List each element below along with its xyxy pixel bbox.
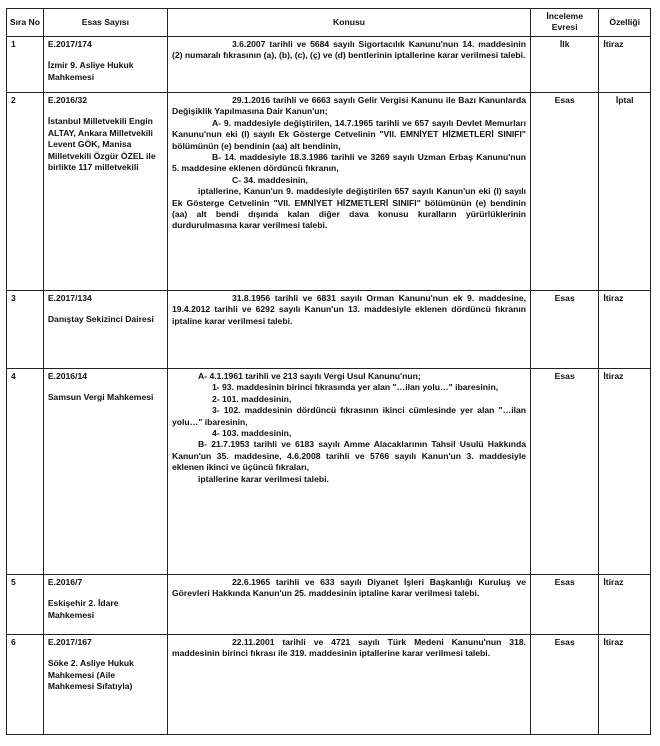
konu-text: 4- 103. maddesinin, [211,427,292,438]
evre-cell: Esas [531,290,599,368]
col-ozelligi: Özelliği [599,9,651,37]
konu-text: B- 21.7.1953 tarihli ve 6183 sayılı Amme Alacaklarının Tahsil Usulü Hakkında Kanun'un 35. maddesine, 4.6.2008 tarihli ve 5766 sayılı Kanun'un 3. maddesiyle eklenen ikinci ve üçüncü fıkraları, [171,439,527,473]
ozellik-cell: İtiraz [599,290,651,368]
row-number: 5 [7,574,44,634]
ozellik-cell: İtiraz [599,634,651,734]
konu-text: 22.6.1965 tarihli ve 633 sayılı Diyanet İşleri Başkanlığı Kuruluş ve Görevleri Hakkında Kanun'un 25. maddesinin iptaline karar verilmesi talebi. [171,576,527,599]
konu-text: iptallerine karar verilmesi talebi. [197,473,329,484]
row-number: 1 [7,36,44,92]
table-row [7,290,651,368]
konu-text: 29.1.2016 tarihli ve 6663 sayılı Gelir Vergisi Kanunu ile Bazı Kanunlarda Değişiklik Yapılmasına Dair Kanun'un; [171,94,527,117]
row-number: 3 [7,290,44,368]
esas-number: E.2017/174 [47,38,92,49]
ozellik-cell: İptal [599,92,651,290]
esas-cell [43,92,167,290]
applicant-court: Samsun Vergi Mahkemesi [47,392,154,403]
esas-number: E.2016/32 [47,94,88,105]
konu-text: 3.6.2007 tarihli ve 5684 sayılı Sigortacılık Kanunu'nun 14. maddesinin (2) numaralı fıkrasının (a), (b), (c), (ç) ve (d) bentlerinin iptallerine karar verilmesi talebi. [171,38,527,61]
applicant-court: Danıştay Sekizinci Dairesi [47,314,154,325]
konu-text: B- 14. maddesiyle 18.3.1986 tarihli ve 3269 sayılı Uzman Erbaş Kanunu'nun 5. maddesine eklenen dördüncü fıkranın, [171,151,527,174]
esas-number: E.2017/167 [47,636,92,647]
konu-cell [167,574,530,634]
evre-cell: Esas [531,368,599,574]
esas-cell [43,574,167,634]
esas-number: E.2016/7 [47,576,83,587]
row-number: 2 [7,92,44,290]
konu-cell [167,290,530,368]
col-konusu: Konusu [167,9,530,37]
evre-cell: Esas [531,634,599,734]
applicant-court: İzmir 9. Asliye Hukuk Mahkemesi [47,60,134,82]
ozellik-cell: İtiraz [599,368,651,574]
row-number: 4 [7,368,44,574]
ozellik-cell: İtiraz [599,36,651,92]
konu-cell [167,368,530,574]
esas-cell [43,36,167,92]
konu-text: A- 9. maddesiyle değiştirilen, 14.7.1965 tarihli ve 657 sayılı Devlet Memurları Kanunu'nun eki (I) sayılı Ek Gösterge Cetvelinin "VII. EMNİYET HİZMETLERİ SINIFI" bölümünün (e) bendinin (aa) alt bendinin, [171,117,527,151]
applicant-court: İstanbul Milletvekili Engin ALTAY, Ankara Milletvekili Levent GÖK, Manisa Milletvekili Özgür ÖZEL ile birlikte 117 milletvekili [47,116,156,172]
konu-text: A- 4.1.1961 tarihli ve 213 sayılı Vergi Usul Kanunu'nun; [197,370,421,381]
esas-cell [43,368,167,574]
col-esas-sayisi: Esas Sayısı [43,9,167,37]
konu-text: C- 34. maddesinin, [231,174,308,185]
col-sira-no: Sıra No [7,9,44,37]
esas-cell [43,290,167,368]
esas-number: E.2016/14 [47,370,88,381]
table-row [7,36,651,92]
applicant-court: Söke 2. Asliye Hukuk Mahkemesi (Aile Mahkemesi Sıfatıyla) [47,658,134,692]
table-row [7,368,651,574]
konu-cell [167,92,530,290]
esas-cell [43,634,167,734]
ozellik-cell: İtiraz [599,574,651,634]
konu-text: 31.8.1956 tarihli ve 6831 sayılı Orman Kanunu'nun ek 9. maddesine, 19.4.2012 tarihli ve 6292 sayılı Kanun'un 13. maddesiyle eklenen dördüncü fıkranın iptaline karar verilmesi talebi. [171,292,527,326]
esas-number: E.2017/134 [47,292,92,303]
table-row [7,92,651,290]
konu-cell [167,634,530,734]
konu-text: 1- 93. maddesinin birinci fıkrasında yer alan "…ilan yolu…" ibaresinin, [211,382,499,393]
table-row [7,574,651,634]
konu-text: iptallerine, Kanun'un 9. maddesiyle değiştirilen 657 sayılı Kanun'un eki (I) sayılı Ek Gösterge Cetvelinin "VII. EMNİYET HİZMETLERİ SINIFI" bölümünün (e) bendinin (aa) alt bendi dışında kalan diğer dava konusu kuralların yürürlüklerinin durdurulmasına karar verilmesi talebi. [171,186,527,231]
konu-cell [167,36,530,92]
konu-text: 3- 102. maddesinin dördüncü fıkrasının ikinci cümlesinde yer alan "…ilan yolu…" ibaresinin, [171,405,527,427]
evre-cell: İlk [531,36,599,92]
konu-text: 22.11.2001 tarihli ve 4721 sayılı Türk Medeni Kanunu'nun 318. maddesinin birinci fıkrası ile 319. maddesinin iptallerine karar verilmesi talebi. [171,636,527,659]
col-inceleme-evresi: İnceleme Evresi [531,9,599,37]
evre-cell: Esas [531,574,599,634]
cases-table [6,8,651,735]
row-number: 6 [7,634,44,734]
table-header-row [7,9,651,37]
applicant-court: Eskişehir 2. İdare Mahkemesi [47,598,119,620]
evre-cell: Esas [531,92,599,290]
table-row [7,634,651,734]
konu-text: 2- 101. maddesinin, [211,393,292,404]
